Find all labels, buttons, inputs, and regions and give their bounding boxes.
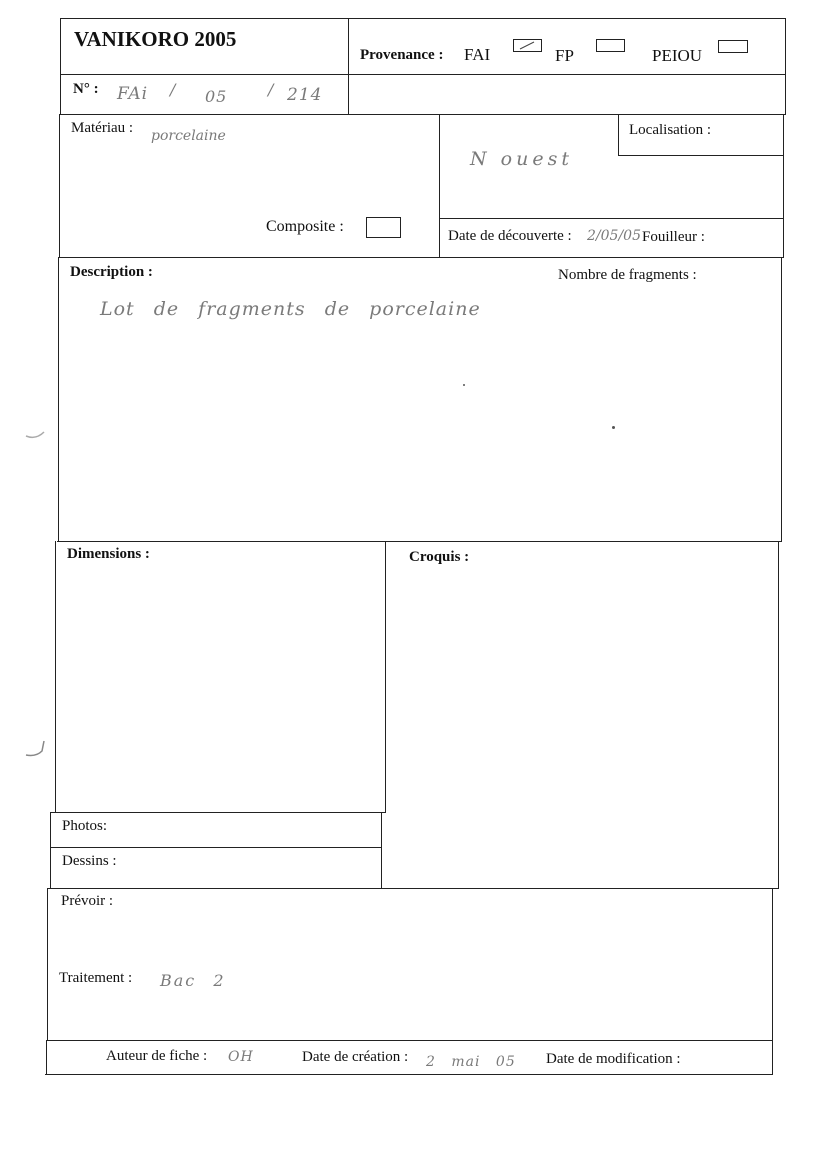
- localisation-value[interactable]: N ouest: [470, 148, 573, 170]
- number-prefix: FAi: [117, 84, 149, 104]
- creation-date-label: Date de création :: [302, 1049, 409, 1065]
- creation-date-value[interactable]: 2 mai 05: [426, 1054, 516, 1070]
- number-sequence: 214: [287, 85, 323, 105]
- scan-artifact-mark: [22, 418, 52, 448]
- author-value[interactable]: OH: [228, 1049, 254, 1065]
- composite-label: Composite :: [266, 218, 344, 235]
- composite-checkbox[interactable]: [366, 217, 401, 238]
- provenance-option-fp-label: FP: [555, 46, 574, 65]
- author-label: Auteur de fiche :: [106, 1048, 208, 1064]
- number-separator: /: [268, 80, 275, 99]
- number-separator: /: [170, 80, 177, 99]
- material-label: Matériau :: [71, 120, 134, 136]
- dimensions-label: Dimensions :: [67, 546, 150, 562]
- digger-label: Fouilleur :: [642, 229, 705, 245]
- provenance-option-peiou-label: PEIOU: [652, 46, 703, 65]
- paper-speck: [463, 384, 465, 386]
- provenance-fp-checkbox[interactable]: [596, 39, 625, 52]
- description-value[interactable]: Lot de fragments de porcelaine: [100, 298, 481, 320]
- scan-artifact-mark: [22, 735, 52, 765]
- check-mark-icon: [514, 40, 541, 51]
- number-year: 05: [205, 87, 228, 106]
- discovery-date-value[interactable]: 2/05/05: [587, 228, 641, 244]
- treatment-value[interactable]: Bac 2: [160, 971, 226, 990]
- provenance-fai-checkbox[interactable]: [513, 39, 542, 52]
- plan-label: Prévoir :: [61, 893, 114, 909]
- discovery-date-label: Date de découverte :: [448, 228, 572, 244]
- fragments-count-label: Nombre de fragments :: [558, 267, 697, 283]
- material-value[interactable]: porcelaine: [151, 128, 226, 144]
- drawings-label: Dessins :: [62, 853, 117, 869]
- provenance-option-fai-label: FAI: [464, 45, 491, 64]
- localisation-label: Localisation :: [629, 122, 712, 138]
- provenance-label: Provenance :: [360, 47, 444, 63]
- photos-label: Photos:: [62, 818, 108, 834]
- number-label: N° :: [73, 81, 99, 97]
- modification-date-label: Date de modification :: [546, 1051, 681, 1067]
- provenance-peiou-checkbox[interactable]: [718, 40, 748, 53]
- form-title: VANIKORO 2005: [74, 27, 237, 51]
- treatment-label: Traitement :: [59, 970, 133, 986]
- paper-speck: [612, 426, 615, 429]
- sketch-label: Croquis :: [409, 549, 470, 565]
- description-label: Description :: [70, 264, 153, 280]
